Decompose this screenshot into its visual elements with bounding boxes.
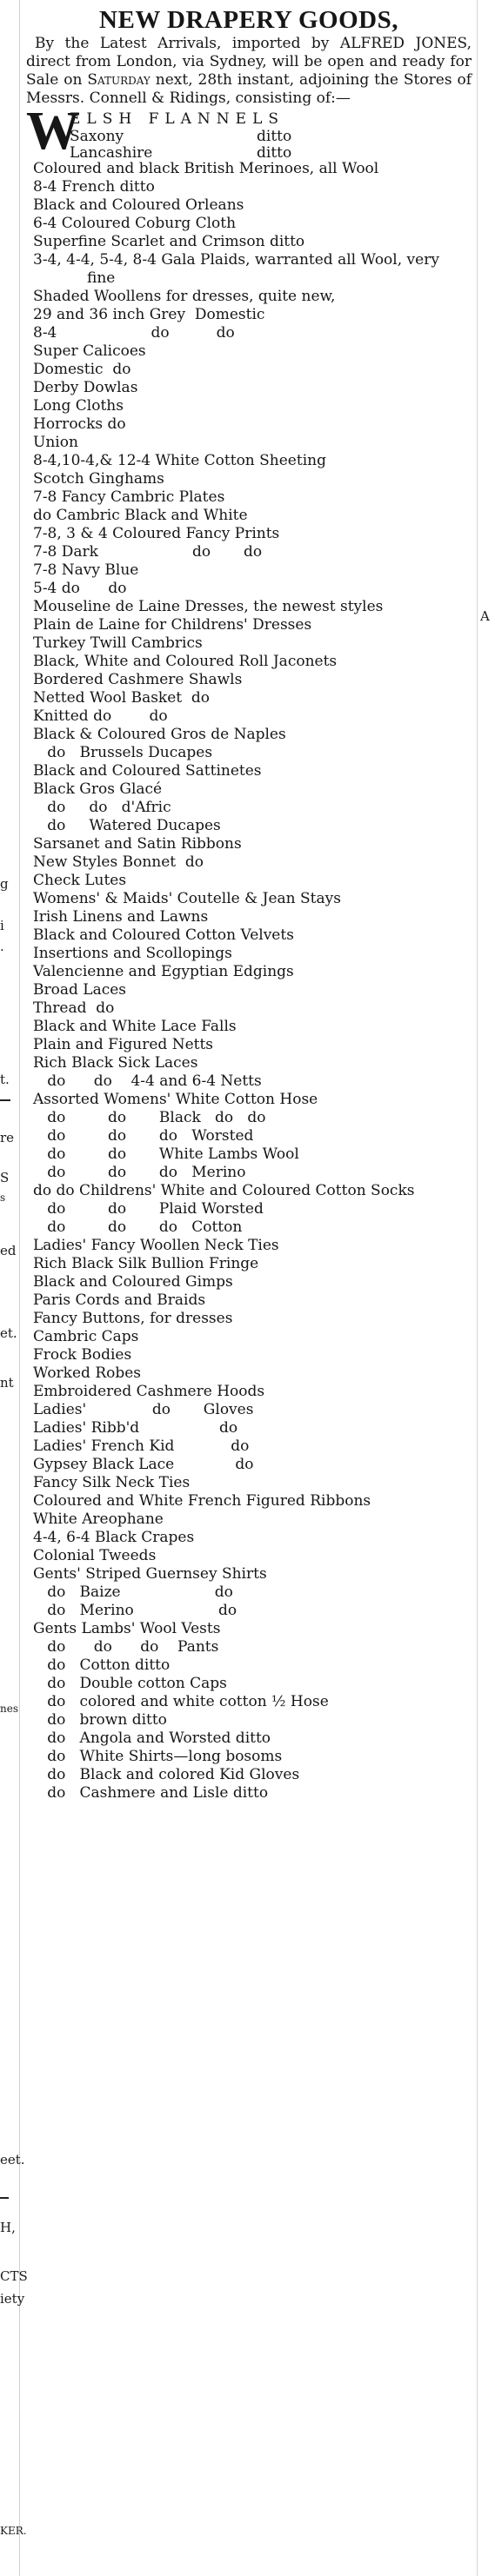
list-item: Rich Black Sick Laces: [33, 1054, 198, 1072]
list-item: do do d'Afric: [33, 799, 171, 816]
list-item: do brown ditto: [33, 1711, 167, 1729]
list-item: Ladies' French Kid do: [33, 1437, 250, 1455]
list-item: Gents' Striped Guernsey Shirts: [33, 1565, 267, 1583]
edge-fragment: re: [0, 1130, 15, 1145]
list-item: Worked Robes: [33, 1364, 142, 1382]
edge-rule: [0, 1099, 10, 1101]
list-item: Womens' & Maids' Coutelle & Jean Stays: [33, 890, 341, 907]
edge-fragment: et.: [0, 1325, 17, 1341]
edge-fragment: .: [0, 939, 4, 954]
list-item: Broad Laces: [33, 981, 127, 999]
list-item: Black and White Lace Falls: [33, 1018, 237, 1035]
list-item: do do do Cotton: [33, 1218, 243, 1236]
list-item: do White Shirts—long bosoms: [33, 1748, 283, 1765]
list-item: Frock Bodies: [33, 1346, 132, 1364]
list-item: do Watered Ducapes: [33, 817, 221, 834]
list-item: Domestic do: [33, 361, 131, 378]
list-item: Cambric Caps: [33, 1328, 139, 1345]
list-item: 7-8, 3 & 4 Coloured Fancy Prints: [33, 525, 280, 542]
list-item: Black and Coloured Cotton Velvets: [33, 926, 294, 944]
edge-fragment: eet.: [0, 2152, 25, 2168]
list-item: Gents Lambs' Wool Vests: [33, 1620, 221, 1637]
list-item: Superfine Scarlet and Crimson ditto: [33, 233, 305, 250]
first-item-ditto: ditto: [257, 128, 292, 145]
edge-fragment: s: [0, 1192, 6, 1204]
list-item: do do Black do do: [33, 1109, 266, 1126]
list-item: Ladies' Fancy Woollen Neck Ties: [33, 1237, 279, 1254]
list-item: do Angola and Worsted ditto: [33, 1730, 271, 1747]
list-item: Fancy Buttons, for dresses: [33, 1310, 233, 1327]
list-item: Scotch Ginghams: [33, 470, 164, 488]
list-item: Derby Dowlas: [33, 379, 138, 396]
edge-fragment: ed: [0, 1243, 17, 1258]
list-item: do do Plaid Worsted: [33, 1200, 264, 1218]
list-item: do Merino do: [33, 1602, 237, 1619]
list-item: Knitted do do: [33, 707, 168, 725]
list-item: Black, White and Coloured Roll Jaconets: [33, 653, 338, 670]
list-item: Bordered Cashmere Shawls: [33, 671, 243, 688]
edge-fragment: nt: [0, 1375, 14, 1391]
list-item: 5-4 do do: [33, 580, 127, 597]
list-item: Coloured and black British Merinoes, all Wool: [33, 160, 379, 177]
list-item: do Black and colored Kid Gloves: [33, 1766, 300, 1783]
edge-fragment: i: [0, 918, 4, 933]
advertisement-headline: NEW DRAPERY GOODS,: [99, 6, 398, 34]
list-item: Ladies' Ribb'd do: [33, 1419, 238, 1437]
list-item: do Brussels Ducapes: [33, 744, 213, 761]
list-item: 4-4, 6-4 Black Crapes: [33, 1529, 195, 1546]
list-item: Sarsanet and Satin Ribbons: [33, 835, 242, 853]
list-item: Turkey Twill Cambrics: [33, 634, 203, 652]
list-item: do do White Lambs Wool: [33, 1145, 299, 1163]
list-item: Colonial Tweeds: [33, 1547, 157, 1564]
list-item: Fancy Silk Neck Ties: [33, 1474, 191, 1491]
edge-fragment: t.: [0, 1072, 10, 1087]
goods-list: [26, 160, 472, 1803]
edge-rule: [0, 2197, 9, 2199]
list-item: White Areophane: [33, 1510, 164, 1528]
list-item: 29 and 36 inch Grey Domestic: [33, 306, 265, 323]
list-item: do do do Pants: [33, 1638, 219, 1656]
first-item-title: ELSH FLANNELS: [70, 110, 285, 128]
column-divider-right: [477, 0, 478, 2576]
list-item: New Styles Bonnet do: [33, 853, 204, 871]
drapery-advertisement: [26, 5, 472, 1803]
list-item: Insertions and Scollopings: [33, 945, 232, 962]
edge-fragment: nes: [0, 1703, 18, 1715]
list-item: Thread do: [33, 999, 115, 1017]
list-item: Black Gros Glacé: [33, 780, 163, 798]
list-item: do Cashmere and Lisle ditto: [33, 1784, 269, 1802]
edge-fragment: iety: [0, 2291, 25, 2307]
list-item: Check Lutes: [33, 872, 127, 889]
intro-text: By the Latest Arrivals, imported by ALFRED JONES, direct from London, via Sydney, will be open and ready for Sale on: [26, 35, 472, 89]
edge-fragment: KER.: [0, 2525, 27, 2537]
list-item: Black and Coloured Orleans: [33, 196, 244, 214]
list-item: do Cambric Black and White: [33, 507, 248, 524]
list-item: Shaded Woollens for dresses, quite new,: [33, 288, 336, 305]
first-item-lancashire: Lancashire: [70, 144, 153, 162]
list-item: do Baize do: [33, 1583, 233, 1601]
list-item: 8-4,10-4,& 12-4 White Cotton Sheeting: [33, 452, 326, 469]
list-item: Paris Cords and Braids: [33, 1291, 206, 1309]
list-item: do Double cotton Caps: [33, 1675, 227, 1692]
list-item: Ladies' do Gloves: [33, 1401, 254, 1418]
list-item: do do Childrens' White and Coloured Cotton Socks: [33, 1182, 415, 1199]
list-item: Valencienne and Egyptian Edgings: [33, 963, 294, 980]
list-item: 6-4 Coloured Coburg Cloth: [33, 215, 237, 232]
list-item: Plain de Laine for Childrens' Dresses: [33, 616, 312, 634]
list-item: do do do Worsted: [33, 1127, 254, 1145]
list-item: Coloured and White French Figured Ribbons: [33, 1492, 371, 1510]
list-item: Mouseline de Laine Dresses, the newest styles: [33, 598, 384, 615]
edge-fragment: g: [0, 876, 9, 892]
list-item: 7-8 Fancy Cambric Plates: [33, 488, 225, 506]
list-item: Black and Coloured Sattinetes: [33, 762, 262, 780]
advertisement-intro: [26, 35, 472, 108]
first-item-welsh-flannels: [26, 102, 472, 162]
edge-fragment: CTS: [0, 2268, 28, 2284]
list-item: 7-8 Dark do do: [33, 543, 263, 561]
first-item-ditto: ditto: [257, 144, 292, 162]
list-item: Netted Wool Basket do: [33, 689, 211, 707]
list-item: do do do Merino: [33, 1164, 246, 1181]
list-item: Assorted Womens' White Cotton Hose: [33, 1091, 318, 1108]
first-item-saxony: Saxony: [70, 128, 124, 145]
list-item: 3-4, 4-4, 5-4, 8-4 Gala Plaids, warranted all Wool, very fine: [33, 251, 439, 287]
list-item: Gypsey Black Lace do: [33, 1456, 254, 1473]
drop-cap: W: [26, 102, 80, 161]
list-item: Plain and Figured Netts: [33, 1036, 214, 1053]
list-item: Rich Black Silk Bullion Fringe: [33, 1255, 259, 1272]
list-item: Black and Coloured Gimps: [33, 1273, 233, 1291]
list-item: Black & Coloured Gros de Naples: [33, 726, 286, 743]
list-item: 7-8 Navy Blue: [33, 561, 139, 579]
list-item: do colored and white cotton ½ Hose: [33, 1693, 329, 1710]
list-item: Union: [33, 434, 78, 451]
list-item: Super Calicoes: [33, 342, 146, 360]
list-item: 8-4 French ditto: [33, 178, 155, 196]
edge-fragment: H,: [0, 2220, 16, 2235]
list-item: Horrocks do: [33, 415, 126, 433]
list-item: Embroidered Cashmere Hoods: [33, 1383, 265, 1400]
list-item: Long Cloths: [33, 397, 124, 415]
adjacent-column-left: [0, 0, 28, 2576]
list-item: Irish Linens and Lawns: [33, 908, 209, 926]
edge-fragment-right: A: [480, 608, 490, 624]
intro-text-continued: next, 28th instant, adjoining the Stores of Messrs. Connell & Ridings, consisting of:—: [26, 71, 472, 107]
edge-fragment: S: [0, 1170, 10, 1185]
list-item: 8-4 do do: [33, 324, 235, 342]
list-item: do Cotton ditto: [33, 1656, 171, 1674]
intro-day: Saturday: [87, 71, 151, 89]
list-item: do do 4-4 and 6-4 Netts: [33, 1072, 262, 1090]
